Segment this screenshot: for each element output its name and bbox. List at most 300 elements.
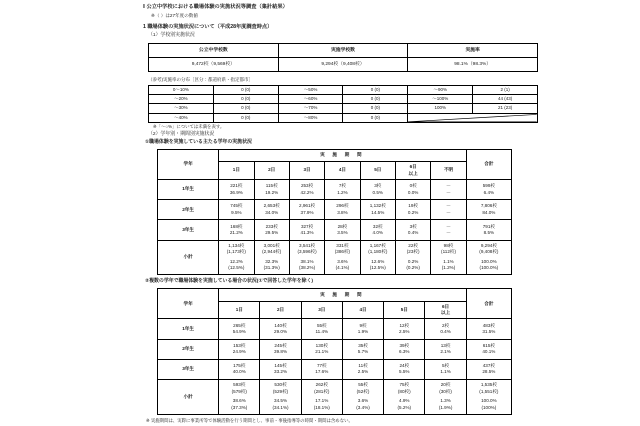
header-day-6-line1: 6日 [442,303,450,309]
cell-count: 791校 [482,223,495,229]
dist-label: ～40% [149,113,214,122]
header-implementation-period: 実 施 期 間 [219,149,467,161]
data-cell [219,379,260,414]
cell-percent: 1.1% [440,369,451,375]
data-cell [219,319,260,339]
cell-count: 1,535校 [480,382,497,388]
cell-percent: 100.0% [481,398,497,404]
cell-count: 1,132校 [369,203,386,209]
cell-count-previous: (52校) [356,388,370,394]
cell-percent: 3.5% [337,229,348,235]
header-public-schools: 公立中学校数 [149,44,279,58]
cell-percent: 4.0% [372,229,384,235]
cell-count: 7,806校 [480,203,497,209]
cell-percent-previous: (0.2%) [406,265,420,271]
cell-count: 245校 [274,342,287,348]
cell-percent: 4.9% [399,398,410,404]
cell-percent: 3.6% [337,258,348,264]
grade-period-table-primary [157,149,512,275]
cell-percent-previous: (38.2%) [299,265,316,271]
table-group-header-row [158,289,512,301]
data-cell [431,240,466,275]
data-cell [466,179,511,199]
dist-value: 0 (0) [213,86,278,95]
data-cell [395,240,430,275]
cell-percent: 0.2% [407,258,419,264]
row-label-subtotal: 小計 [158,240,219,275]
data-cell [301,379,342,414]
cell-count: 115校 [265,183,278,189]
header-day-6-line1: 6日 [409,164,417,170]
data-cell [254,179,289,199]
cell-count: 593校 [233,382,246,388]
data-cell [466,339,511,359]
cell-percent: 28.5% [482,369,496,375]
data-cell [219,179,254,199]
dist-value: 0 (0) [343,95,408,104]
cell-percent: 29.0% [274,328,288,334]
cell-percent: 24.9% [232,349,246,355]
row-label-subtotal: 小計 [158,379,219,414]
data-cell [395,220,430,240]
header-day-6-line2: 以上 [440,309,451,315]
cell-percent: 33.2% [274,369,288,375]
cell-percent: 6.3% [399,349,410,355]
cell-count: 3,541校 [299,242,316,248]
cell-percent: 32.3% [265,258,279,264]
dist-value: 44 (43) [473,95,538,104]
data-cell [219,339,260,359]
cell-count: － [446,183,452,190]
data-cell [431,220,466,240]
cell-count: 145校 [274,362,287,368]
header-implementation-rate: 実施率 [408,44,538,58]
header-grade: 学年 [158,289,219,319]
data-cell [425,379,466,414]
cell-percent: 6.4% [483,189,495,195]
cell-count: 2校 [442,322,450,328]
dist-label: ～80% [278,113,343,122]
cell-percent: 5.5% [399,369,410,375]
cell-percent: 3.8% [337,209,348,215]
dist-label: ～70% [278,104,343,113]
cell-count: 615校 [482,342,495,348]
value-implementation-rate: 98.1%（98.3%） [408,58,538,72]
row-label-grade-1: 1年生 [158,319,219,339]
data-cell [289,200,324,220]
cell-count: 98校 [443,242,454,248]
data-cell [289,240,324,275]
cell-count: 2,653校 [263,203,280,209]
table-row [149,104,538,113]
cell-percent: 84.0% [482,209,496,215]
data-cell [289,179,324,199]
cell-count: 437校 [482,362,495,368]
table-group-header-row [158,149,512,161]
cell-percent: 40.0% [232,369,246,375]
cell-count: 55校 [358,382,368,388]
cell-percent-previous: (18.1%) [313,404,330,410]
data-cell [325,179,360,199]
dist-value: 0 (0) [343,104,408,113]
table-row [158,359,512,379]
data-cell [360,220,395,240]
data-cell [254,220,289,240]
cell-percent: 11.4% [315,328,329,334]
header-day-1: 1日 [219,301,260,319]
table-row [149,86,538,95]
cell-percent-previous: (37.3%) [231,404,248,410]
data-cell [431,200,466,220]
table1-caption: ①職場体験を実施している主たる学年の実施状況 [145,139,252,145]
header-day-5: 5日 [384,301,425,319]
cell-count: 24校 [399,362,410,368]
cell-percent: 1.9% [357,328,369,334]
cell-count-previous: (529校) [272,388,289,394]
reference-note: ※「～○%」については未満を表す。 [153,123,225,129]
data-cell [325,240,360,275]
dist-value: 0 (0) [213,113,278,122]
cell-percent: 2.1% [440,349,451,355]
cell-count: 221校 [230,183,243,189]
cell-count-previous: (30校) [439,388,452,394]
cell-percent: 37.9% [300,209,314,215]
cell-count: 327校 [300,223,314,229]
cell-percent: 0.5% [372,189,384,195]
row-label-grade-3: 3年生 [158,359,219,379]
data-cell [425,359,466,379]
data-cell [289,220,324,240]
cell-percent: 9.5% [231,209,242,215]
data-cell [425,339,466,359]
data-cell [466,359,511,379]
cell-percent: 34.5% [274,398,288,404]
cell-percent: 17.1% [315,398,329,404]
header-day-1: 1日 [219,162,254,180]
cell-percent-previous: (3.4%) [356,404,370,410]
data-cell [260,339,301,359]
cell-percent-previous: (5.2%) [397,404,412,410]
dist-value: 21 (23) [473,104,538,113]
data-cell [360,179,395,199]
cell-count: 3校 [409,223,417,229]
cell-percent-previous: (1.2%) [441,265,456,271]
table-subtotal-row [158,379,512,414]
table-footnote: ※ 実施期間は、実際に事業所等で体験活動を行う期間とし、事前・事後指導等の時間・期間は含めない。 [146,417,353,423]
table-row [158,179,512,199]
cell-count: 55校 [316,322,327,328]
data-cell [342,359,383,379]
table-row [158,200,512,220]
cell-percent: 29.5% [265,229,279,235]
dist-label: ～90% [408,86,473,95]
document-title: Ⅰ 公立中学校における職場体験の実施状況等調査（集計結果） [143,4,288,10]
cell-count-previous: (579校) [231,388,247,394]
cell-percent: 1.3% [440,398,451,404]
crossed-out-cell [408,113,538,122]
table-row [158,319,512,339]
cell-count-previous: (112校) [441,249,457,255]
cell-count: 140校 [274,322,287,328]
header-day-3: 3日 [289,162,324,180]
diagonal-strike-icon [408,114,537,122]
subsection-1-heading: （1）学校別実施状況 [148,33,195,38]
cell-percent: 38.1% [300,258,314,264]
cell-count: 483校 [482,322,495,328]
data-cell [466,319,511,339]
data-cell [254,240,289,275]
table-row [158,220,512,240]
cell-count: 13校 [440,342,451,348]
data-cell [301,339,342,359]
data-cell [384,319,425,339]
cell-count: 19校 [408,203,418,209]
table-row [158,339,512,359]
grade-period-table-secondary [157,288,512,414]
data-cell [260,359,301,379]
cell-count: 5校 [442,362,450,368]
table-row [149,58,538,72]
cell-count: 175校 [233,362,246,368]
dist-label: ～100% [408,95,473,104]
cell-count: 3校 [374,183,382,189]
table-header-row [149,44,538,58]
data-cell [425,319,466,339]
table2-caption: ②複数の学年で職場体験を実施している場合の状況(①で回答した学年を除く) [145,279,314,285]
header-day-5: 5日 [360,162,395,180]
cell-count: 331校 [336,242,349,248]
row-label-grade-2: 2年生 [158,200,219,220]
data-cell [342,339,383,359]
data-cell [466,379,511,414]
cell-percent: 1.1% [443,258,454,264]
cell-percent: 0.4% [407,229,419,235]
dist-label: 100% [408,104,473,113]
cell-percent: － [446,189,452,196]
cell-count: 168校 [230,223,243,229]
cell-count: － [446,223,452,230]
cell-count: 39校 [399,342,410,348]
reference-caption: （参考)実施率の分布［区分：都道府県・指定都市］ [148,77,253,82]
data-cell [260,319,301,339]
cell-count: 28校 [337,223,348,229]
cell-percent: 2.5% [399,328,410,334]
data-cell [360,200,395,220]
cell-count: 77校 [316,362,327,368]
cell-percent: － [446,209,452,216]
cell-count-previous: (3,596校) [297,249,317,255]
cell-count: 1,134校 [228,242,245,248]
school-summary-table [148,43,538,72]
cell-count: 296校 [336,203,349,209]
cell-count: 35校 [358,342,368,348]
data-cell [219,240,254,275]
data-cell [301,319,342,339]
cell-percent-previous: (34.1%) [272,404,289,410]
cell-count: 599校 [482,183,495,189]
cell-count-previous: (1,180校) [368,249,388,255]
header-day-6-or-more [395,162,430,180]
cell-percent: 0.0% [407,189,419,195]
cell-percent: 1.2% [337,189,348,195]
cell-percent: 2.5% [357,369,369,375]
cell-percent: 0.4% [440,328,451,334]
data-cell [342,379,383,414]
data-cell [260,379,301,414]
cell-count-previous: (1,173校) [226,249,246,255]
cell-count-previous: (9,408校) [479,249,499,255]
cell-count: 12校 [399,322,410,328]
data-cell [360,240,395,275]
cell-percent-previous: (100%) [481,404,497,410]
data-cell [466,220,511,240]
row-label-grade-2: 2年生 [158,339,219,359]
cell-percent: 12.6% [371,258,385,264]
cell-count: 153校 [233,342,246,348]
subsection-2-heading: （2）学年別・期間別実施状況 [148,131,215,137]
data-cell [431,179,466,199]
header-day-2: 2日 [254,162,289,180]
cell-count: 75校 [399,382,410,388]
data-cell [395,200,430,220]
cell-percent: 100.0% [481,258,497,264]
header-implementing-schools: 実施学校数 [278,44,408,58]
document-content [143,3,535,425]
cell-count: 2,961校 [299,203,316,209]
cell-count: 22校 [408,242,418,248]
data-cell [384,379,425,414]
row-label-grade-1: 1年生 [158,179,219,199]
value-public-schools: 9,472校（9,569校） [149,58,279,72]
cell-count: 11校 [358,362,368,368]
top-note: ※（ ）は27年度の数値 [151,13,198,18]
cell-percent: 8.5% [483,229,495,235]
cell-count: 32校 [372,223,383,229]
value-implementing-schools: 9,294校（9,408校） [278,58,408,72]
cell-percent: 31.5% [482,328,496,334]
header-implementation-period: 実 施 期 間 [219,289,467,301]
header-day-6-line2: 以上 [408,170,418,176]
cell-percent-previous: (12.5%) [228,265,245,271]
cell-count: 20校 [440,382,451,388]
cell-percent-previous: (1.9%) [438,404,453,410]
dist-value: 0 (0) [213,104,278,113]
data-cell [219,220,254,240]
cell-percent: 19.2% [265,189,279,195]
cell-percent: － [446,229,452,236]
cell-count: 9校 [359,322,367,328]
cell-percent: 17.6% [315,369,329,375]
cell-count-previous: (23校) [406,249,420,255]
dist-value: 0 (0) [343,113,408,122]
header-total: 合計 [466,149,511,179]
cell-percent: 36.9% [229,189,243,195]
cell-count: 530校 [274,382,287,388]
cell-count: 745校 [230,203,243,209]
data-cell [254,200,289,220]
header-day-3: 3日 [301,301,342,319]
data-cell [384,359,425,379]
cell-count: 1,167校 [369,242,386,248]
data-cell [395,179,430,199]
data-cell [219,359,260,379]
cell-count: － [446,203,452,210]
cell-percent: 34.0% [265,209,279,215]
cell-count-previous: (2,944校) [262,249,282,255]
cell-percent: 42.2% [300,189,314,195]
cell-percent: 38.6% [232,398,246,404]
cell-percent-previous: (100.0%) [479,265,499,271]
cell-count: 7校 [338,183,346,189]
cell-count: 130校 [315,342,328,348]
data-cell [466,200,511,220]
cell-percent: 40.1% [482,349,496,355]
cell-count: 262校 [315,382,328,388]
cell-count-previous: (80校) [397,388,411,394]
rate-distribution-table [148,85,538,123]
cell-percent: 5.7% [357,349,369,355]
dist-label: 0～10% [149,86,214,95]
cell-percent-previous: (12.5%) [369,265,386,271]
section-1-heading: 1 職場体験の実施状況について（平成28年度調査時点） [143,24,273,30]
dist-label: ～60% [278,95,343,104]
data-cell [466,240,511,275]
data-cell [342,319,383,339]
cell-count-previous: (386校) [334,249,351,255]
cell-percent: 54.9% [232,328,246,334]
dist-label: ～30% [149,104,214,113]
header-total: 合計 [466,289,511,319]
cell-count-previous: (281校) [314,388,330,394]
cell-percent: 41.3% [300,229,314,235]
table-subtotal-row [158,240,512,275]
row-label-grade-3: 3年生 [158,220,219,240]
table-row [149,95,538,104]
data-cell [384,339,425,359]
dist-value: 2 (1) [473,86,538,95]
cell-percent: 39.8% [274,349,288,355]
header-day-4: 4日 [342,301,383,319]
cell-percent: 21.2% [229,229,243,235]
header-day-6-or-more [425,301,466,319]
cell-percent: 14.5% [371,209,385,215]
cell-count: 3,001校 [263,242,280,248]
cell-count: 265校 [233,322,246,328]
dist-label: ～50% [278,86,343,95]
header-day-2: 2日 [260,301,301,319]
table-row [149,113,538,122]
cell-percent-previous: (31.3%) [263,265,280,271]
data-cell [325,220,360,240]
cell-count-previous: (1,551校) [479,388,499,394]
dist-value: 0 (0) [213,95,278,104]
dist-value: 0 (0) [343,86,408,95]
cell-count: 253校 [300,183,314,189]
data-cell [301,359,342,379]
header-unknown: 不明 [431,162,466,180]
cell-percent: 0.2% [407,209,419,215]
cell-count: 233校 [265,223,278,229]
data-cell [219,200,254,220]
cell-percent: 21.1% [315,349,329,355]
header-day-4: 4日 [325,162,360,180]
cell-count: 0校 [409,183,417,189]
header-grade: 学年 [158,149,219,179]
cell-percent-previous: (4.1%) [335,265,350,271]
cell-count: 9,294校 [480,242,497,248]
dist-label: ～20% [149,95,214,104]
cell-percent: 12.2% [229,258,243,264]
